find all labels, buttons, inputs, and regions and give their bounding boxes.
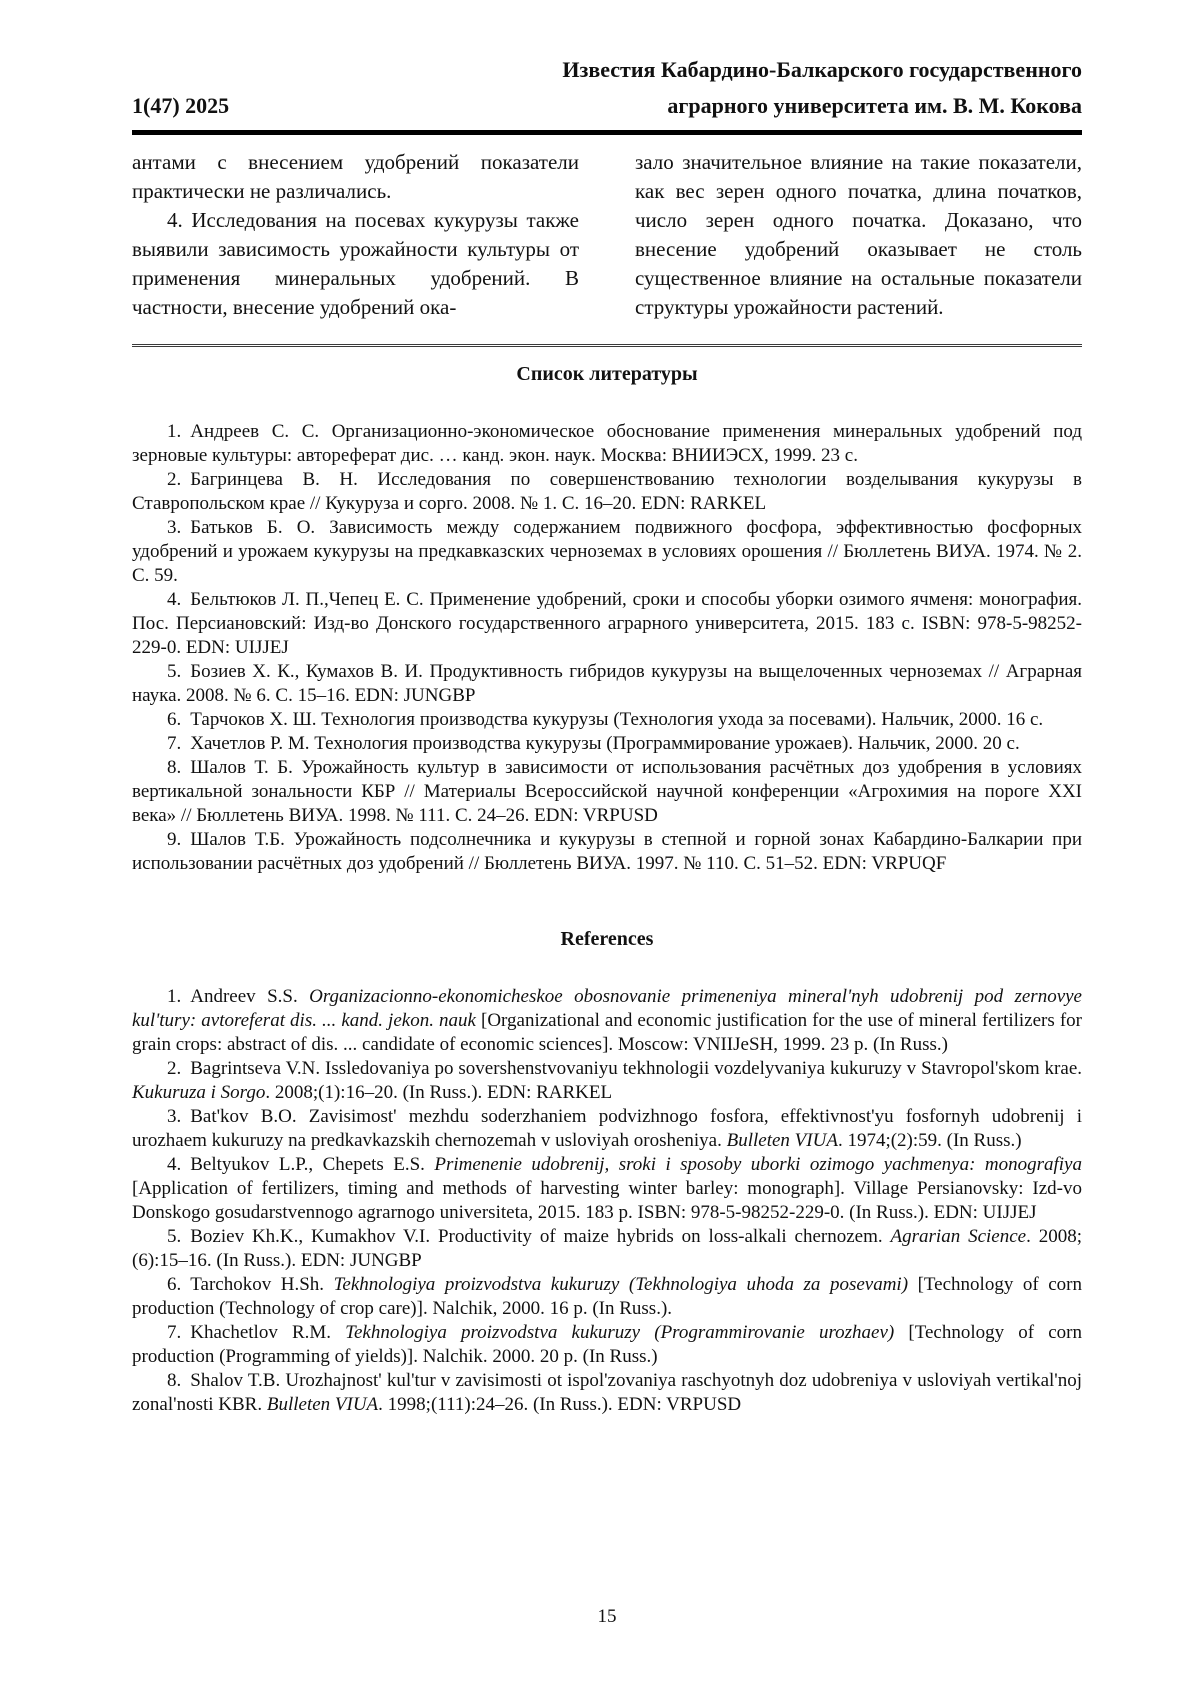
- reference-item: [132, 468, 1082, 516]
- reference-item: [132, 420, 1082, 468]
- reference-text: Бозиев Х. К., Кумахов В. И. Продуктивность гибридов кукурузы на выщелоченных черноземах // Аграрная наука. 2008. № 6. С. 15–16. EDN: JUNGBP: [132, 661, 1082, 706]
- reference-number: 4.: [167, 589, 182, 610]
- reference-number: 5.: [167, 661, 182, 682]
- reference-text: Бельтюков Л. П.,Чепец Е. С. Применение удобрений, сроки и способы уборки озимого ячменя: монография. Пос. Персиановский: Изд-во Донского государственного аграрного университета, 2015. 183 с. ISBN: 978-5-98252-229-0. EDN: UIJJEJ: [132, 589, 1082, 658]
- reference-title-transliteration: Agrarian Science: [890, 1226, 1027, 1247]
- reference-title-transliteration: Bulleten VIUA: [726, 1130, 838, 1151]
- reference-number: 3.: [167, 1106, 182, 1127]
- reference-text: Beltyukov L.P., Chepets E.S.: [190, 1154, 435, 1175]
- reference-number: 7.: [167, 1322, 182, 1343]
- journal-title-line1: Известия Кабардино-Балкарского государственного: [562, 57, 1082, 82]
- reference-text: Tarchokov H.Sh.: [190, 1274, 334, 1295]
- reference-item: [132, 516, 1082, 588]
- reference-item: [132, 756, 1082, 828]
- reference-item: [132, 1105, 1082, 1153]
- reference-item: [132, 828, 1082, 876]
- reference-number: 1.: [167, 986, 182, 1007]
- reference-text: [Organizational and economic justification for the use of mineral fertilizers for grain crops: abstract of dis. ... candidate of economic sciences]. Moscow: VNIIJeSH, 1999. 23 p. (In Russ.): [132, 1010, 1082, 1055]
- page-number: 15: [597, 1606, 617, 1627]
- reference-text: [Technology of corn production (Programming of yields)]. Nalchik. 2000. 20 p. (In Russ.): [132, 1322, 1082, 1367]
- reference-text: Тарчоков Х. Ш. Технология производства кукурузы (Технология ухода за посевами). Нальчик, 2000. 16 с.: [190, 709, 1044, 730]
- section-divider: [132, 344, 1082, 347]
- page-footer: [132, 1605, 1082, 1629]
- reference-item: [132, 708, 1082, 732]
- reference-item: [132, 732, 1082, 756]
- body-paragraph: антами с внесением удобрений показатели практически не различались.: [132, 150, 579, 203]
- reference-item: [132, 1321, 1082, 1369]
- reference-number: 3.: [167, 517, 182, 538]
- reference-text: Andreev S.S.: [190, 986, 310, 1007]
- reference-text: Шалов Т.Б. Урожайность подсолнечника и кукурузы в степной и горной зонах Кабардино-Балкарии при использовании расчётных доз удобрений // Бюллетень ВИУА. 1997. № 110. С. 51–52. EDN: VRPUQF: [132, 829, 1082, 874]
- reference-text: Шалов Т. Б. Урожайность культур в зависимости от использования расчётных доз удобрения в условиях вертикальной зональности КБР // Материалы Всероссийской научной конференции «Агрохимия на пороге XXI века» // Бюллетень ВИУА. 1998. № 111. С. 24–26. EDN: VRPUSD: [132, 757, 1082, 826]
- reference-text: Батьков Б. О. Зависимость между содержанием подвижного фосфора, эффективностью фосфорных удобрений и урожаем кукурузы на предкавказских черноземах в условиях орошения // Бюллетень ВИУА. 1974. № 2. С. 59.: [132, 517, 1082, 586]
- body-paragraph: зало значительное влияние на такие показатели, как вес зерен одного початка, длина початков, число зерен одного початка. Доказано, что внесение удобрений оказывает не столь существенное влияние на остальные показатели структуры урожайности растений.: [635, 150, 1082, 319]
- reference-item: [132, 1225, 1082, 1273]
- reference-text: . 1998;(111):24–26. (In Russ.). EDN: VRPUSD: [378, 1394, 742, 1415]
- reference-number: 9.: [167, 829, 182, 850]
- reference-item: [132, 1153, 1082, 1225]
- reference-text: Багринцева В. Н. Исследования по совершенствованию технологии возделывания кукурузы в Ставропольском крае // Кукуруза и сорго. 2008. № 1. С. 16–20. EDN: RARKEL: [132, 469, 1082, 514]
- reference-number: 8.: [167, 757, 182, 778]
- reference-number: 2.: [167, 469, 182, 490]
- reference-text: [Application of fertilizers, timing and methods of harvesting winter barley: monograph]. Village Persianovsky: Izd-vo Donskogo gosudarstvennogo agrarnogo universiteta, 2015. 183 p. ISBN: 978-5-98252-229-0. (In Russ.). EDN: UIJJEJ: [132, 1178, 1082, 1223]
- reference-number: 6.: [167, 1274, 182, 1295]
- reference-text: . 2008;(6):15–16. (In Russ.). EDN: JUNGBP: [132, 1226, 1083, 1271]
- header-rule: [132, 130, 1082, 135]
- reference-number: 6.: [167, 709, 182, 730]
- issue-number: 1(47) 2025: [132, 93, 230, 118]
- reference-item: [132, 985, 1082, 1057]
- reference-item: [132, 588, 1082, 660]
- reference-text: Bat'kov B.O. Zavisimost' mezhdu soderzhaniem podvizhnogo fosfora, effektivnost'yu fosfornyh udobrenij i urozhaem kukuruzy na predkavkazskih chernozemah v usloviyah orosheniya.: [132, 1106, 1082, 1151]
- reference-text: Khachetlov R.M.: [190, 1322, 346, 1343]
- reference-text: Boziev Kh.K., Kumakhov V.I. Productivity of maize hybrids on loss-alkali chernozem.: [190, 1226, 891, 1247]
- reference-text: . 1974;(2):59. (In Russ.): [837, 1130, 1022, 1151]
- english-references-list: [132, 985, 1082, 1417]
- reference-item: [132, 1369, 1082, 1417]
- reference-text: [Technology of corn production (Technology of crop care)]. Nalchik, 2000. 16 p. (In Russ.).: [132, 1274, 1083, 1319]
- reference-text: Bagrintseva V.N. Issledovaniya po sovershenstvovaniyu tekhnologii vozdelyvaniya kukuruzy v Stavropol'skom krae.: [190, 1058, 1082, 1079]
- left-column: [132, 148, 579, 322]
- reference-number: 8.: [167, 1370, 182, 1391]
- reference-number: 7.: [167, 733, 182, 754]
- reference-item: [132, 1057, 1082, 1105]
- page-header: [132, 52, 1082, 124]
- right-column: [635, 148, 1082, 322]
- reference-item: [132, 1273, 1082, 1321]
- body-paragraph: 4. Исследования на посевах кукурузы также выявили зависимость урожайности культуры от применения минеральных удобрений. В частности, внесение удобрений ока-: [132, 208, 579, 319]
- reference-text: Андреев С. С. Организационно-экономическое обоснование применения минеральных удобрений под зерновые культуры: автореферат дис. … канд. экон. наук. Москва: ВНИИЭСХ, 1999. 23 с.: [132, 421, 1082, 466]
- reference-title-transliteration: Bulleten VIUA: [266, 1394, 379, 1415]
- russian-references-heading: Список литературы: [516, 363, 698, 385]
- reference-number: 4.: [167, 1154, 182, 1175]
- reference-title-transliteration: Tekhnologiya proizvodstva kukuruzy (Tekhnologiya uhoda za posevami): [333, 1274, 918, 1295]
- reference-title-transliteration: Primenenie udobrenij, sroki i sposoby uborki ozimogo yachmenya: monografiya: [434, 1154, 1082, 1175]
- reference-item: [132, 660, 1082, 708]
- reference-number: 5.: [167, 1226, 182, 1247]
- journal-title: [562, 52, 1082, 124]
- reference-title-transliteration: Organizacionno-ekonomicheskoe obosnovanie primeneniya mineral'nyh udobrenij pod zernovye kul'tury: avtoreferat dis. ... kand. jekon. nauk: [132, 986, 1082, 1031]
- reference-title-transliteration: Kukuruza i Sorgo: [132, 1082, 266, 1103]
- reference-title-transliteration: Tekhnologiya proizvodstva kukuruzy (Programmirovanie urozhaev): [345, 1322, 909, 1343]
- reference-text: . 2008;(1):16–20. (In Russ.). EDN: RARKEL: [265, 1082, 613, 1103]
- reference-text: Shalov T.B. Urozhajnost' kul'tur v zavisimosti ot ispol'zovaniya raschyotnyh doz udobreniya v usloviyah vertikal'noj zonal'nosti KBR.: [132, 1370, 1082, 1415]
- article-text-columns: [132, 148, 1082, 322]
- journal-title-line2: аграрного университета им. В. М. Кокова: [667, 93, 1082, 118]
- reference-number: 1.: [167, 421, 182, 442]
- english-references-heading: References: [560, 928, 654, 950]
- russian-references-list: [132, 420, 1082, 876]
- reference-text: Хачетлов Р. М. Технология производства кукурузы (Программирование урожаев). Нальчик, 2000. 20 с.: [190, 733, 1020, 754]
- reference-number: 2.: [167, 1058, 182, 1079]
